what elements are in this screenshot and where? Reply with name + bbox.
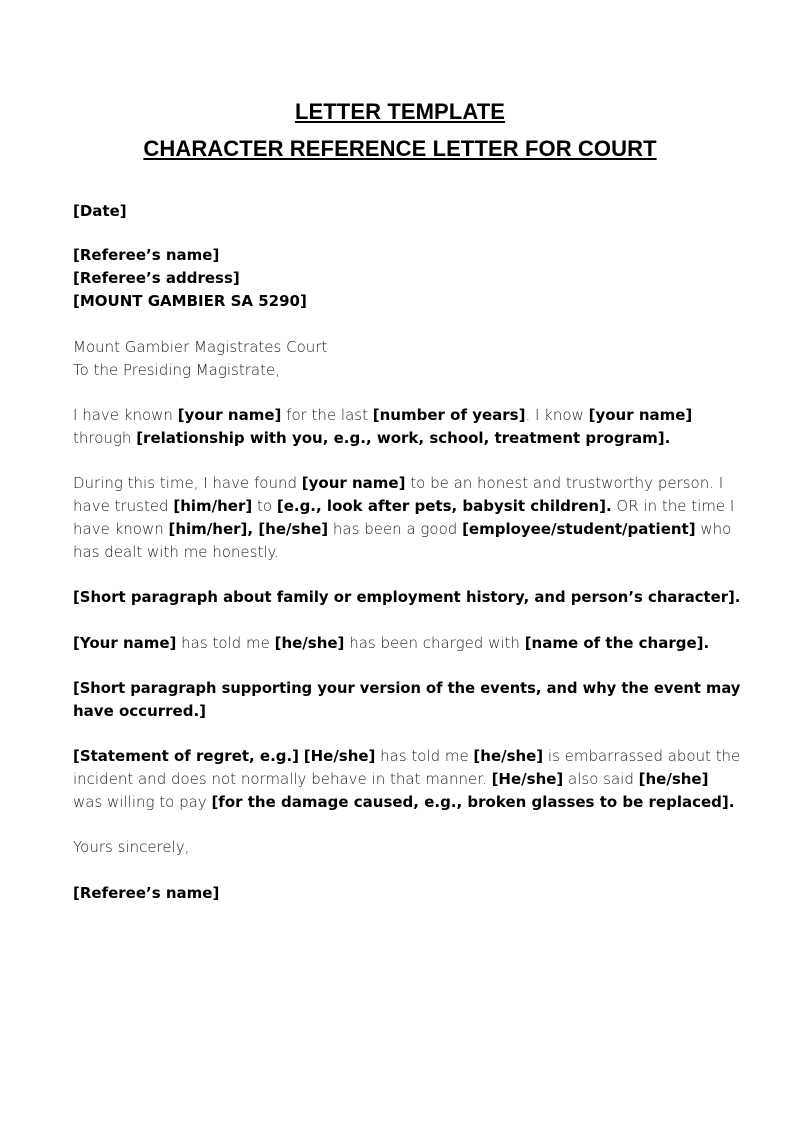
referee-name-line bbox=[73, 244, 219, 267]
text-run: is embarrassed about the bbox=[543, 747, 741, 765]
placeholder-role: [employee/student/patient] bbox=[462, 520, 696, 538]
paragraph-1-line-2 bbox=[73, 427, 670, 450]
placeholder-your-name: [Your name] bbox=[73, 634, 177, 652]
text-run: have known bbox=[73, 520, 169, 538]
placeholder-your-name: [your name] bbox=[588, 406, 693, 424]
paragraph-1-line-1 bbox=[73, 404, 692, 427]
placeholder-damage: [for the damage caused, e.g., broken glasses to be replaced]. bbox=[211, 793, 735, 811]
court-name: Mount Gambier Magistrates Court bbox=[73, 338, 328, 356]
page-title: LETTER TEMPLATE bbox=[294, 99, 506, 124]
date-placeholder: [Date] bbox=[73, 202, 127, 220]
placeholder-charge: [name of the charge]. bbox=[524, 634, 710, 652]
text-run: has been a good bbox=[328, 520, 463, 538]
placeholder-version: [Short paragraph supporting your version of the events, and why the event may bbox=[73, 679, 741, 697]
paragraph-6-line-3 bbox=[73, 791, 734, 814]
paragraph-4 bbox=[73, 632, 709, 655]
paragraph-2-line-2 bbox=[73, 495, 734, 518]
signature-line bbox=[73, 882, 219, 905]
placeholder-history: [Short paragraph about family or employment history, and person’s character]. bbox=[73, 588, 741, 606]
paragraph-6-line-1 bbox=[73, 745, 740, 768]
paragraph-6-line-2 bbox=[73, 768, 708, 791]
page-subtitle: CHARACTER REFERENCE LETTER FOR COURT bbox=[143, 136, 657, 161]
placeholder-he-she: [he/she] bbox=[258, 520, 329, 538]
placeholder-him-her: [him/her] bbox=[168, 520, 248, 538]
text-run: OR in the time I bbox=[611, 497, 735, 515]
placeholder-version: have occurred.] bbox=[73, 702, 207, 720]
placeholder-your-name: [your name] bbox=[301, 474, 406, 492]
referee-address-line bbox=[73, 267, 240, 290]
text-run: , bbox=[247, 520, 259, 538]
text-run: I have known bbox=[73, 406, 178, 424]
date-line bbox=[73, 200, 127, 223]
text-run: also said bbox=[563, 770, 639, 788]
paragraph-2-line-4: has dealt with me honestly. bbox=[73, 543, 280, 561]
placeholder-he-she: [he/she] bbox=[473, 747, 544, 765]
text-run: through bbox=[73, 429, 137, 447]
paragraph-5-line-1 bbox=[73, 677, 740, 700]
text-run: who bbox=[695, 520, 732, 538]
placeholder-relationship: [relationship with you, e.g., work, school, treatment program]. bbox=[136, 429, 671, 447]
placeholder-regret: [Statement of regret, e.g.] bbox=[73, 747, 300, 765]
placeholder-he-she: [He/she] bbox=[303, 747, 376, 765]
paragraph-5-line-2 bbox=[73, 700, 206, 723]
placeholder-him-her: [him/her] bbox=[173, 497, 253, 515]
referee-address-placeholder: [Referee’s address] bbox=[73, 269, 240, 287]
paragraph-2-line-3 bbox=[73, 518, 731, 541]
text-run: has told me bbox=[375, 747, 474, 765]
text-run: has told me bbox=[176, 634, 275, 652]
salutation: To the Presiding Magistrate, bbox=[73, 361, 280, 379]
text-run: to bbox=[252, 497, 277, 515]
closing: Yours sincerely, bbox=[73, 838, 190, 856]
text-run: During this time, I have found bbox=[73, 474, 302, 492]
text-run: have trusted bbox=[73, 497, 174, 515]
text-run: . I know bbox=[525, 406, 589, 424]
paragraph-3 bbox=[73, 586, 740, 609]
placeholder-trust-example: [e.g., look after pets, babysit children]. bbox=[276, 497, 612, 515]
text-run: has been charged with bbox=[344, 634, 525, 652]
referee-city-placeholder: [MOUNT GAMBIER SA 5290] bbox=[73, 292, 307, 310]
referee-city-line bbox=[73, 290, 307, 313]
text-run: for the last bbox=[281, 406, 373, 424]
placeholder-years: [number of years] bbox=[372, 406, 526, 424]
placeholder-referee-name: [Referee’s name] bbox=[73, 884, 220, 902]
placeholder-he-she: [He/she] bbox=[491, 770, 564, 788]
referee-name-placeholder: [Referee’s name] bbox=[73, 246, 220, 264]
placeholder-your-name: [your name] bbox=[177, 406, 282, 424]
text-run: was willing to pay bbox=[73, 793, 212, 811]
paragraph-2-line-1 bbox=[73, 472, 723, 495]
placeholder-he-she: [he/she] bbox=[274, 634, 345, 652]
text-run: to be an honest and trustworthy person. I bbox=[405, 474, 724, 492]
text-run: incident and does not normally behave in that manner. bbox=[73, 770, 492, 788]
placeholder-he-she: [he/she] bbox=[638, 770, 709, 788]
